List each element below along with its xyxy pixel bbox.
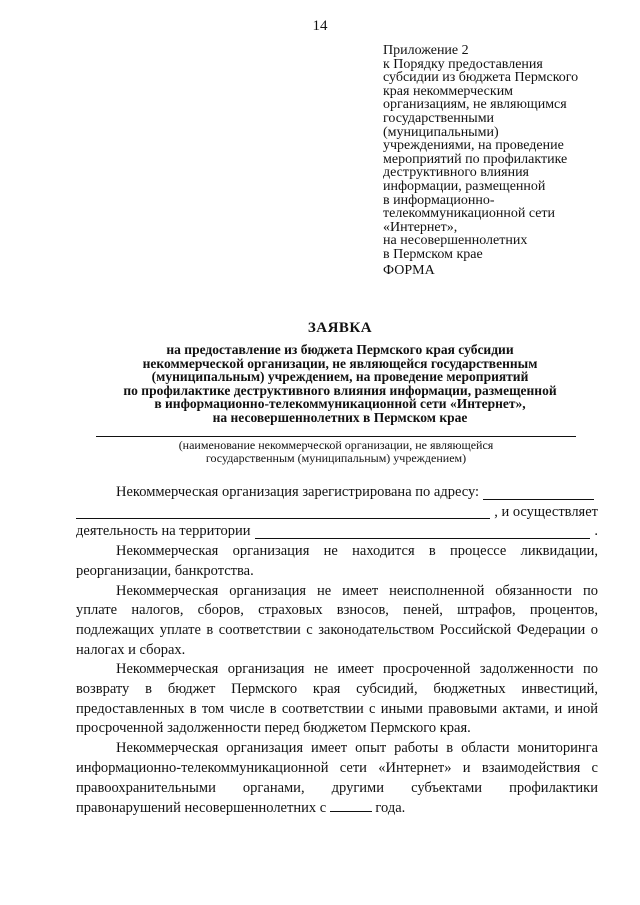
appendix-line: на несовершеннолетних xyxy=(383,233,528,249)
address-label: Некоммерческая организация зарегистрирована по адресу: xyxy=(116,484,480,500)
appendix-line: «Интернет», xyxy=(383,219,458,235)
appendix-line: (муниципальными) xyxy=(383,124,499,140)
form-label: ФОРМА xyxy=(383,263,435,278)
page-number: 14 xyxy=(312,18,328,34)
title-line: в информационно-телекоммуникационной сети «Интернет», xyxy=(154,396,526,412)
title-main: ЗАЯВКА xyxy=(307,320,373,336)
experience-end: года. xyxy=(375,800,406,817)
title-line: по профилактике деструктивного влияния информации, размещенной xyxy=(123,382,557,398)
address-field-2[interactable] xyxy=(76,505,490,519)
territory-label: деятельность на территории xyxy=(76,523,251,540)
title-line: на предоставление из бюджета Пермского края субсидии xyxy=(166,342,514,357)
year-field[interactable] xyxy=(330,798,372,812)
territory-row xyxy=(76,522,598,542)
title-line: (муниципальным) учреждением, на проведение мероприятий xyxy=(151,369,529,385)
paragraph-address xyxy=(76,483,598,503)
appendix-line: государственными xyxy=(383,110,495,126)
paragraph-taxes: Некоммерческая организация не имеет неисполненной обязанности по уплате налогов, сборов, страховых взносов, пеней, штрафов, процентов, подлежащих уплате в соответствии с законодательством Российской Федерации о налогах и сборах. xyxy=(76,582,598,658)
experience-text: Некоммерческая организация имеет опыт работы в области мониторинга информационно-телекоммуникационной сети «Интернет» и взаимодействия с правоохранительными органами, другими субъектами профилактики правонарушений несовершеннолетних с xyxy=(76,740,598,817)
appendix-line: телекоммуникационной сети xyxy=(383,206,556,222)
address-row-2 xyxy=(76,503,598,523)
appendix-note xyxy=(383,44,623,262)
address-end-text: , и осуществляет xyxy=(494,503,598,520)
title-subtitle xyxy=(60,343,620,425)
address-field-1[interactable] xyxy=(483,486,594,500)
title-line: на несовершеннолетних в Пермском крае xyxy=(212,409,468,425)
paragraph-liquidation: Некоммерческая организация не находится в процессе ликвидации, реорганизации, банкротства. xyxy=(76,543,598,579)
paragraph-experience xyxy=(76,739,598,819)
appendix-line: учреждениями, на проведение xyxy=(383,138,564,154)
application-body xyxy=(76,483,598,819)
paragraph-debt: Некоммерческая организация не имеет просроченной задолженности по возврату в бюджет Пермского края субсидий, бюджетных инвестиций, предоставленных в том числе в соответствии с иными правовыми актами, и иной просроченной задолженности перед бюджетом Пермского края. xyxy=(76,661,598,737)
caption-line: (наименование некоммерческой организации, не являющейся xyxy=(178,438,494,452)
appendix-line: края некоммерческим xyxy=(383,83,514,99)
appendix-line: информации, размещенной xyxy=(383,178,546,194)
appendix-line: деструктивного влияния xyxy=(383,165,529,181)
address-row xyxy=(76,483,598,503)
appendix-line: организациям, не являющимся xyxy=(383,97,567,113)
appendix-line: мероприятий по профилактике xyxy=(383,151,568,167)
organization-name-caption xyxy=(96,439,576,465)
territory-period: . xyxy=(594,523,598,540)
appendix-line: в Пермском крае xyxy=(383,246,483,262)
caption-line: государственным (муниципальным) учреждением) xyxy=(205,451,467,465)
appendix-line: субсидии из бюджета Пермского xyxy=(383,70,579,86)
organization-name-field[interactable] xyxy=(96,436,576,437)
appendix-line: к Порядку предоставления xyxy=(383,56,543,72)
appendix-line: в информационно- xyxy=(383,192,495,208)
document-title xyxy=(60,320,620,425)
title-line: некоммерческой организации, не являющейся государственным xyxy=(142,355,538,371)
territory-field[interactable] xyxy=(255,525,591,539)
appendix-line: Приложение 2 xyxy=(383,43,469,58)
